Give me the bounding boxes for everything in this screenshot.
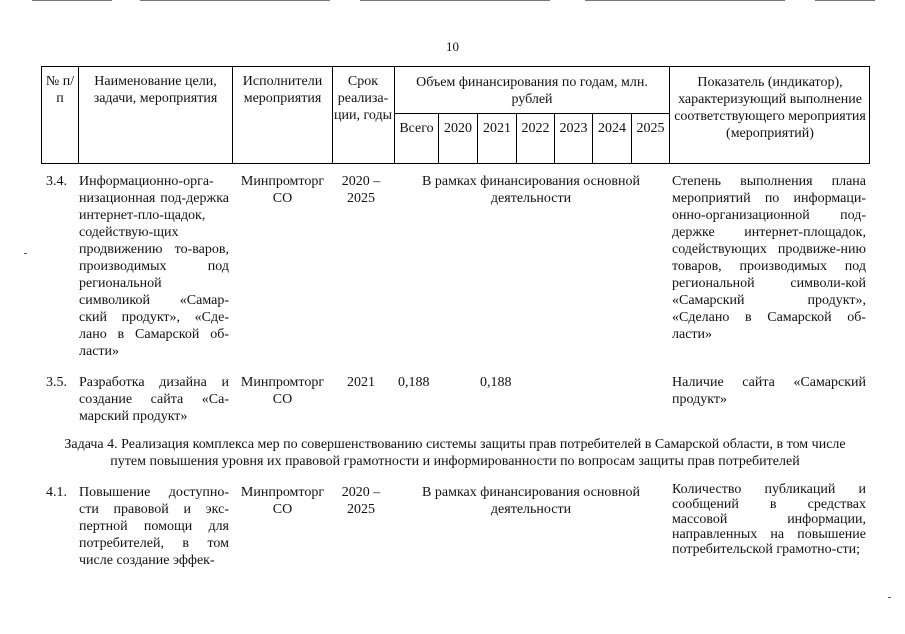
header-total: Всего <box>399 121 434 136</box>
row-3-5-indicator: Наличие сайта «Самарский продукт» <box>672 375 866 407</box>
row-3-5-name: Разработка дизайна и создание сайта «Са-марский продукт» <box>79 375 229 424</box>
header-funding: Объем финансирования по годам, млн. рублей <box>416 75 648 107</box>
task-4-heading: Задача 4. Реализация комплекса мер по совершенствованию системы защиты прав потребителей в Самарской области, в том числе путем повышения уровня их правовой грамотности и информированности по вопросам защиты прав потребителей <box>64 437 846 469</box>
scan-top-line <box>585 0 785 1</box>
row-4-1-indicator: Количество публикаций и сообщений в средствах массовой информации, направленных на повышение потребительской грамотно-сти; <box>672 482 866 557</box>
col-divider <box>869 66 870 164</box>
col-divider <box>332 66 333 164</box>
col-divider <box>394 66 395 164</box>
header-year-2021: 2021 <box>483 121 511 136</box>
row-3-4-num: 3.4. <box>46 174 67 189</box>
row-3-4-funding-note: В рамках финансирования основной деятельности <box>422 174 640 206</box>
page-number: 10 <box>446 39 459 54</box>
scan-top-line <box>32 0 112 1</box>
header-name: Наименование цели, задачи, мероприятия <box>93 74 218 106</box>
col-divider <box>78 66 79 164</box>
scan-top-line <box>360 0 550 1</box>
header-year-2020: 2020 <box>444 121 472 136</box>
row-4-1-funding-note: В рамках финансирования основной деятельности <box>422 485 640 517</box>
scan-speck <box>888 597 891 598</box>
row-3-5-executor: Минпромторг СО <box>240 375 325 407</box>
header-year-2025: 2025 <box>636 121 665 136</box>
funding-subheader-line <box>394 113 669 114</box>
row-3-4-executor: Минпромторг СО <box>240 174 325 206</box>
scan-top-line <box>815 0 875 1</box>
header-year-2022: 2022 <box>521 121 550 136</box>
row-3-5-total: 0,188 <box>398 375 430 390</box>
header-executor: Исполнители мероприятия <box>242 74 323 106</box>
row-4-1-executor: Минпромторг СО <box>240 485 325 517</box>
scan-top-line <box>140 0 330 1</box>
row-4-1-term: 2020 – 2025 <box>341 485 381 517</box>
col-divider <box>669 66 670 164</box>
row-3-4-term: 2020 – 2025 <box>341 174 381 206</box>
header-year-2023: 2023 <box>559 121 588 136</box>
row-3-5-num: 3.5. <box>46 375 67 390</box>
scan-speck <box>24 253 27 254</box>
header-term: Срок реализа-ции, годы <box>334 74 392 123</box>
row-3-4-indicator: Степень выполнения плана мероприятий по информаци-онно-организационной под-держке интернет-площадок, содействующих продвиже-нию товаров, производимых под региональной символи-кой «Самарский продукт», «Сделано в Самарской об-ласти» <box>672 174 866 342</box>
row-4-1-num: 4.1. <box>46 485 67 500</box>
col-divider <box>41 66 42 164</box>
row-4-1-name: Повышение доступно-сти правовой и экс-пертной помощи для потребителей, в том числе создание эффек- <box>79 485 229 568</box>
row-3-5-term: 2021 <box>347 375 375 390</box>
table-header-bottom-border <box>41 163 869 164</box>
col-divider <box>232 66 233 164</box>
row-3-5-2021: 0,188 <box>480 375 512 390</box>
header-num: № п/п <box>45 74 75 106</box>
row-3-4-name: Информационно-орга-низационная под-держка интернет-пло-щадок, содействую-щих продвижению то-варов, производимых под региональной символикой «Самар-ский продукт», «Сде-лано в Самарской об-ласти» <box>79 174 229 359</box>
header-year-2024: 2024 <box>598 121 626 136</box>
table-top-border <box>41 66 869 67</box>
header-indicator: Показатель (индикатор), характеризующий выполнение соответствующего мероприятия (мероприятий) <box>674 75 866 141</box>
